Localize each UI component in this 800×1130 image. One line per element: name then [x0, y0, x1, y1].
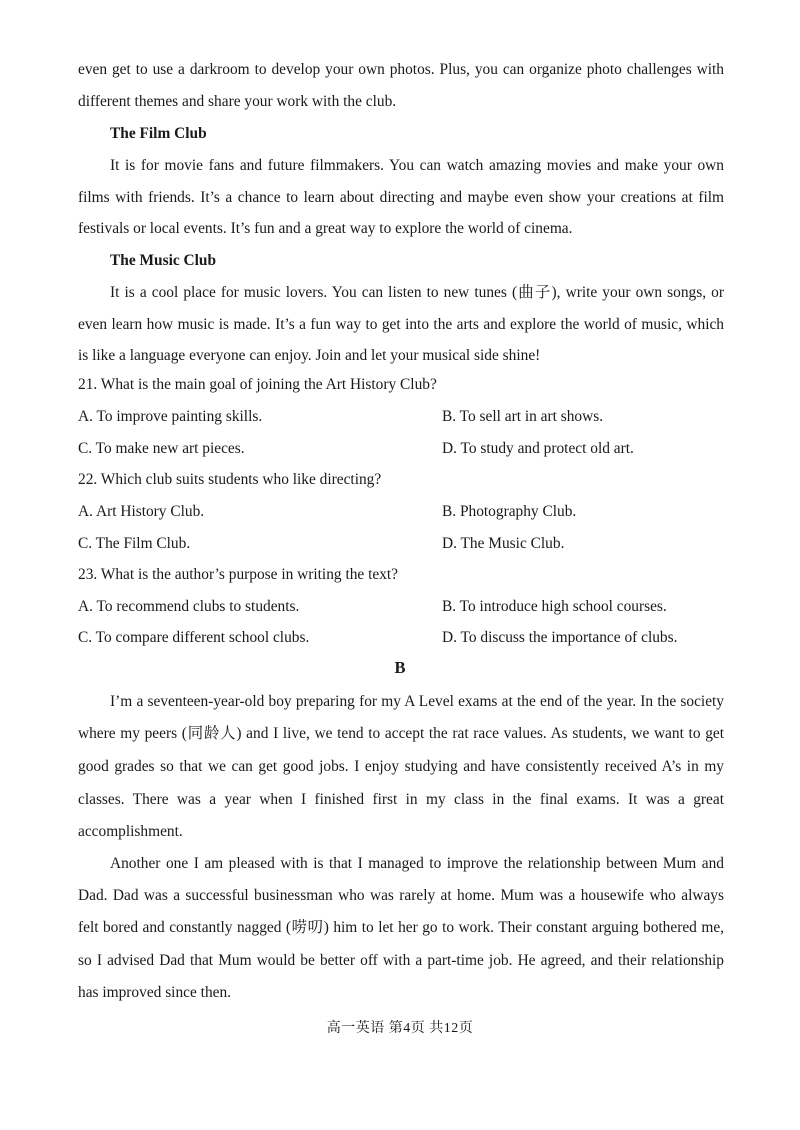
passage-a-line: It is for movie fans and future filmmakers. You can watch amazing movies and make your own	[110, 157, 724, 174]
page-footer: 高一英语 第4页 共12页	[326, 1021, 474, 1036]
passage-b-line: accomplishment.	[78, 823, 183, 840]
option-b: B. To introduce high school courses.	[442, 598, 667, 615]
passage-b-line: felt bored and constantly nagged (唠叨) him to let her go to work. Their constant arguing bothered me,	[78, 919, 724, 936]
passage-a-line: films with friends. It’s a chance to learn about directing and maybe even show your creations at film	[78, 189, 724, 206]
option-c: C. To compare different school clubs.	[78, 629, 310, 646]
passage-b-line: I’m a seventeen-year-old boy preparing for my A Level exams at the end of the year. In the society	[110, 693, 724, 710]
film-club-heading: The Film Club	[110, 125, 207, 142]
passage-a-line: is like a language everyone can enjoy. Join and let your musical side shine!	[78, 347, 541, 364]
option-d: D. To study and protect old art.	[442, 440, 634, 457]
music-club-heading: The Music Club	[110, 252, 217, 269]
option-d: D. The Music Club.	[442, 535, 565, 552]
option-d: D. To discuss the importance of clubs.	[442, 629, 678, 646]
passage-a-line: different themes and share your work with the club.	[78, 93, 397, 110]
passage-a-line: even learn how music is made. It’s a fun way to get into the arts and explore the world of music, which	[78, 316, 724, 333]
option-b: B. To sell art in art shows.	[442, 408, 604, 425]
option-c: C. To make new art pieces.	[78, 440, 245, 457]
question-stem: 22. Which club suits students who like directing?	[78, 471, 382, 488]
option-b: B. Photography Club.	[442, 503, 577, 520]
passage-b-line: Another one I am pleased with is that I managed to improve the relationship between Mum and	[110, 855, 724, 872]
passage-b-line: has improved since then.	[78, 984, 232, 1001]
passage-a-line: festivals or local events. It’s fun and a great way to explore the world of cinema.	[78, 220, 573, 237]
option-c: C. The Film Club.	[78, 535, 191, 552]
passage-b-line: Dad. Dad was a successful businessman who was rarely at home. Mum was a housewife who always	[78, 887, 724, 904]
passage-b-line: classes. There was a year when I finished first in my class in the final exams. It was a great	[78, 791, 724, 808]
option-a: A. Art History Club.	[78, 503, 205, 520]
question-stem: 21. What is the main goal of joining the Art History Club?	[78, 376, 437, 393]
option-a: A. To improve painting skills.	[78, 408, 263, 425]
section-b-label: B	[394, 658, 406, 677]
question-stem: 23. What is the author’s purpose in writing the text?	[78, 566, 399, 583]
option-a: A. To recommend clubs to students.	[78, 598, 300, 615]
passage-b-line: good grades so that we can get good jobs. I enjoy studying and have consistently received A’s in my	[78, 758, 724, 775]
passage-a-line: even get to use a darkroom to develop your own photos. Plus, you can organize photo challenges with	[78, 61, 724, 78]
passage-b-line: where my peers (同龄人) and I live, we tend to accept the rat race values. As students, we want to get	[78, 725, 724, 742]
passage-a-line: It is a cool place for music lovers. You can listen to new tunes (曲子), write your own songs, or	[110, 284, 724, 301]
passage-b-line: so I advised Dad that Mum would be better off with a part-time job. He agreed, and their relationship	[78, 952, 724, 969]
